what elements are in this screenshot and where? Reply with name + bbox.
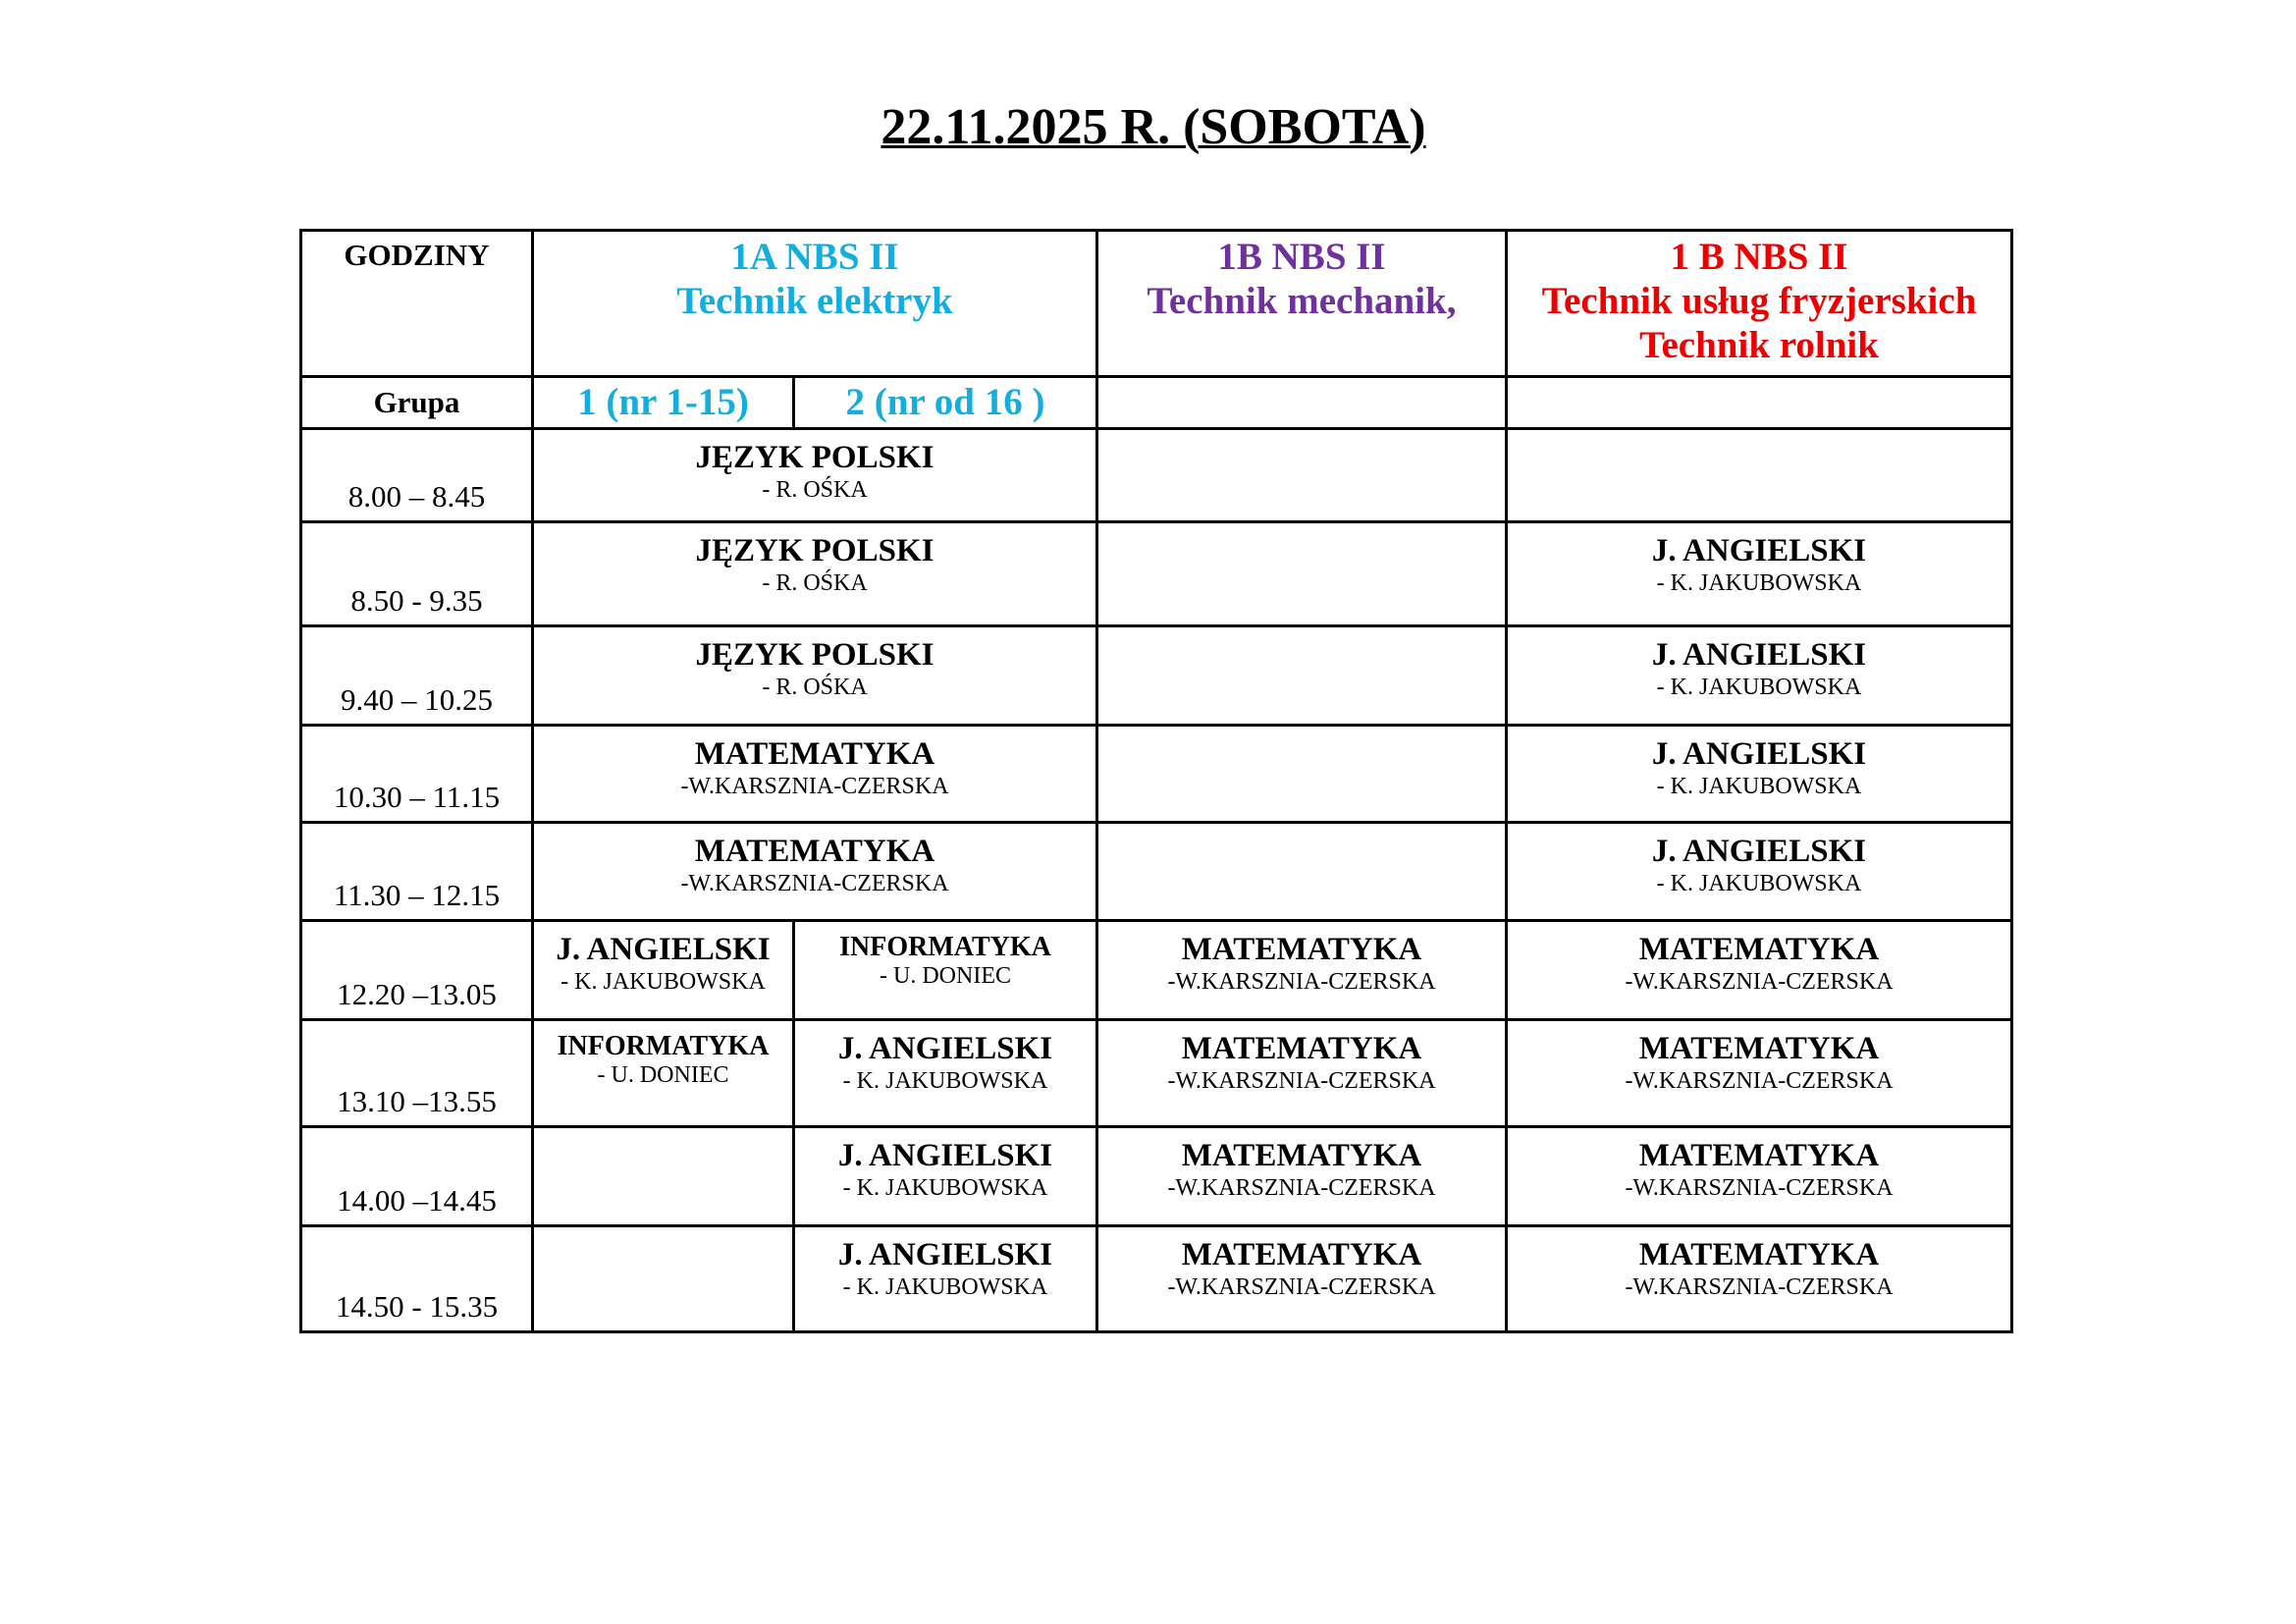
teacher: - R. OŚKA bbox=[762, 476, 868, 503]
lesson-cell bbox=[1507, 1127, 2012, 1226]
lesson-cell bbox=[794, 921, 1097, 1020]
time-slot: 9.40 – 10.25 bbox=[301, 626, 533, 726]
page-title: 22.11.2025 R. (SOBOTA) bbox=[881, 99, 1426, 155]
lesson-cell bbox=[533, 726, 1097, 823]
lesson-cell bbox=[533, 921, 794, 1020]
group-1-label: 1 (nr 1-15) bbox=[533, 377, 794, 429]
subject: J. ANGIELSKI bbox=[1651, 533, 1867, 568]
lesson-cell bbox=[1507, 1020, 2012, 1127]
lesson-cell bbox=[533, 522, 1097, 626]
subject: INFORMATYKA bbox=[557, 1031, 770, 1061]
time-slot: 14.00 –14.45 bbox=[301, 1127, 533, 1226]
subject bbox=[1098, 824, 1505, 834]
group-2-label: 2 (nr od 16 ) bbox=[794, 377, 1097, 429]
subject bbox=[1098, 627, 1505, 637]
lesson-cell bbox=[1097, 921, 1507, 1020]
class-1a-header bbox=[533, 231, 1097, 377]
subject bbox=[1098, 727, 1505, 736]
table-row bbox=[301, 1127, 2012, 1226]
table-row bbox=[301, 823, 2012, 921]
subject bbox=[534, 1227, 792, 1237]
group-row bbox=[301, 377, 2012, 429]
lesson-cell bbox=[1507, 626, 2012, 726]
lesson-cell bbox=[1097, 726, 1507, 823]
teacher: - K. JAKUBOWSKA bbox=[842, 1067, 1048, 1094]
subject: MATEMATYKA bbox=[1181, 932, 1422, 967]
time-slot: 10.30 – 11.15 bbox=[301, 726, 533, 823]
class-profile-2: Technik rolnik bbox=[1639, 323, 1879, 366]
class-profile: Technik usług fryzjerskich bbox=[1541, 279, 1977, 322]
lesson-cell bbox=[1097, 1127, 1507, 1226]
teacher: - K. JAKUBOWSKA bbox=[1656, 870, 1862, 896]
teacher: -W.KARSZNIA-CZERSKA bbox=[1167, 1067, 1436, 1094]
header-row bbox=[301, 231, 2012, 377]
teacher: -W.KARSZNIA-CZERSKA bbox=[1625, 1067, 1894, 1094]
subject: JĘZYK POLSKI bbox=[695, 533, 934, 568]
teacher: -W.KARSZNIA-CZERSKA bbox=[1625, 1174, 1894, 1201]
teacher: - U. DONIEC bbox=[597, 1062, 729, 1089]
teacher: - K. JAKUBOWSKA bbox=[842, 1273, 1048, 1300]
lesson-cell bbox=[533, 1226, 794, 1332]
subject: J. ANGIELSKI bbox=[1651, 637, 1867, 673]
empty-cell bbox=[1507, 377, 2012, 429]
subject: MATEMATYKA bbox=[1638, 1138, 1880, 1173]
teacher: - R. OŚKA bbox=[762, 674, 868, 700]
lesson-cell bbox=[794, 1226, 1097, 1332]
lesson-cell bbox=[533, 429, 1097, 522]
lesson-cell bbox=[1097, 1020, 1507, 1127]
lesson-cell bbox=[1507, 921, 2012, 1020]
lesson-cell bbox=[794, 1127, 1097, 1226]
teacher: -W.KARSZNIA-CZERSKA bbox=[1625, 968, 1894, 995]
time-slot: 11.30 – 12.15 bbox=[301, 823, 533, 921]
subject: MATEMATYKA bbox=[1638, 932, 1880, 967]
lesson-cell bbox=[1097, 626, 1507, 726]
teacher: -W.KARSZNIA-CZERSKA bbox=[1167, 1273, 1436, 1300]
table-row bbox=[301, 429, 2012, 522]
lesson-cell bbox=[533, 1020, 794, 1127]
subject: MATEMATYKA bbox=[1638, 1031, 1880, 1066]
subject: J. ANGIELSKI bbox=[1651, 834, 1867, 869]
empty-cell bbox=[1097, 377, 1507, 429]
table-row bbox=[301, 626, 2012, 726]
lesson-cell bbox=[1507, 522, 2012, 626]
time-slot: 13.10 –13.55 bbox=[301, 1020, 533, 1127]
class-profile: Technik mechanik, bbox=[1147, 279, 1457, 322]
subject: J. ANGIELSKI bbox=[837, 1138, 1053, 1173]
subject: J. ANGIELSKI bbox=[837, 1237, 1053, 1272]
table-row bbox=[301, 726, 2012, 823]
teacher: - R. OŚKA bbox=[762, 569, 868, 596]
lesson-cell bbox=[1507, 726, 2012, 823]
lesson-cell bbox=[1507, 823, 2012, 921]
time-slot: 8.00 – 8.45 bbox=[301, 429, 533, 522]
class-name: 1A NBS II bbox=[730, 236, 899, 278]
subject: MATEMATYKA bbox=[694, 736, 935, 772]
group-label: Grupa bbox=[301, 377, 533, 429]
teacher: - U. DONIEC bbox=[880, 963, 1011, 990]
teacher: - K. JAKUBOWSKA bbox=[1656, 569, 1862, 596]
subject: JĘZYK POLSKI bbox=[695, 637, 934, 673]
class-1b-r-header bbox=[1507, 231, 2012, 377]
subject: J. ANGIELSKI bbox=[556, 932, 771, 967]
subject: MATEMATYKA bbox=[1181, 1031, 1422, 1066]
subject: MATEMATYKA bbox=[1181, 1237, 1422, 1272]
teacher: -W.KARSZNIA-CZERSKA bbox=[680, 870, 949, 896]
subject: J. ANGIELSKI bbox=[1651, 736, 1867, 772]
subject: J. ANGIELSKI bbox=[837, 1031, 1053, 1066]
teacher: - K. JAKUBOWSKA bbox=[1656, 773, 1862, 799]
lesson-cell bbox=[533, 1127, 794, 1226]
table-row bbox=[301, 1020, 2012, 1127]
class-1b-header bbox=[1097, 231, 1507, 377]
teacher: -W.KARSZNIA-CZERSKA bbox=[1625, 1273, 1894, 1300]
lesson-cell bbox=[794, 1020, 1097, 1127]
class-name: 1 B NBS II bbox=[1670, 236, 1848, 278]
subject bbox=[1098, 430, 1505, 440]
teacher: -W.KARSZNIA-CZERSKA bbox=[1167, 1174, 1436, 1201]
teacher: -W.KARSZNIA-CZERSKA bbox=[1167, 968, 1436, 995]
subject bbox=[1098, 523, 1505, 533]
lesson-cell bbox=[1507, 429, 2012, 522]
lesson-cell bbox=[533, 626, 1097, 726]
subject bbox=[1508, 430, 2010, 440]
class-name: 1B NBS II bbox=[1217, 236, 1386, 278]
teacher: - K. JAKUBOWSKA bbox=[1656, 674, 1862, 700]
subject bbox=[534, 1128, 792, 1138]
teacher: - K. JAKUBOWSKA bbox=[561, 968, 766, 995]
subject: MATEMATYKA bbox=[1638, 1237, 1880, 1272]
schedule-table bbox=[299, 229, 2013, 1333]
lesson-cell bbox=[1507, 1226, 2012, 1332]
subject: JĘZYK POLSKI bbox=[695, 440, 934, 475]
teacher: -W.KARSZNIA-CZERSKA bbox=[680, 773, 949, 799]
teacher: - K. JAKUBOWSKA bbox=[842, 1174, 1048, 1201]
lesson-cell bbox=[533, 823, 1097, 921]
table-row bbox=[301, 921, 2012, 1020]
lesson-cell bbox=[1097, 429, 1507, 522]
subject: MATEMATYKA bbox=[1181, 1138, 1422, 1173]
lesson-cell bbox=[1097, 1226, 1507, 1332]
time-slot: 8.50 - 9.35 bbox=[301, 522, 533, 626]
time-slot: 14.50 - 15.35 bbox=[301, 1226, 533, 1332]
lesson-cell bbox=[1097, 823, 1507, 921]
subject: INFORMATYKA bbox=[839, 932, 1051, 962]
table-row bbox=[301, 522, 2012, 626]
time-slot: 12.20 –13.05 bbox=[301, 921, 533, 1020]
lesson-cell bbox=[1097, 522, 1507, 626]
table-row bbox=[301, 1226, 2012, 1332]
class-profile: Technik elektryk bbox=[676, 279, 953, 322]
hours-header: GODZINY bbox=[301, 231, 533, 377]
subject: MATEMATYKA bbox=[694, 834, 935, 869]
